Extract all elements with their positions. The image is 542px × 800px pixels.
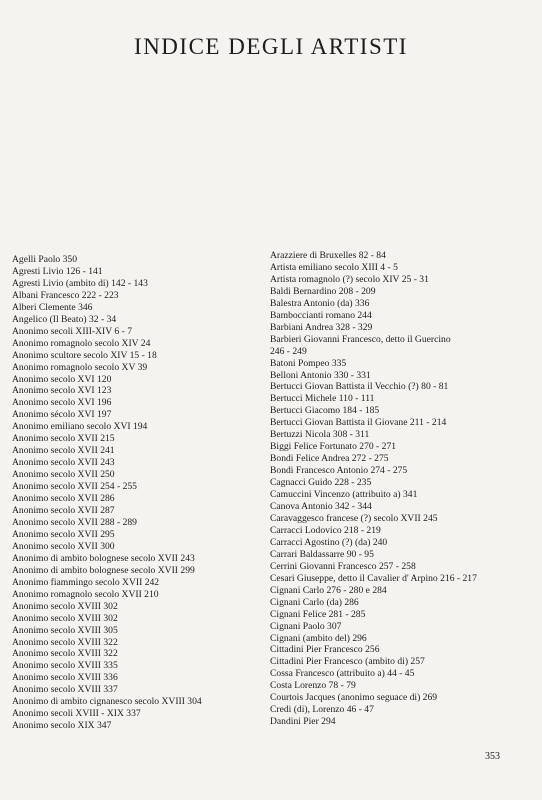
index-entry: Anonimo secolo XVIII 305: [12, 624, 118, 636]
index-entry: Anonimo fiammingo secolo XVII 242: [12, 576, 160, 588]
index-entry: Angelico (Il Beato) 32 - 34: [12, 313, 117, 325]
index-entry: Costa Lorenzo 78 - 79: [270, 680, 356, 692]
index-entry: 246 - 249: [270, 345, 307, 357]
index-entry: Cittadini Pier Francesco (ambito di) 257: [270, 656, 425, 668]
index-entry: Dandini Pier 294: [270, 716, 336, 728]
index-entry: Cerrini Giovanni Francesco 257 - 258: [270, 560, 416, 572]
index-entry: Anonimo emiliano secolo XVI 194: [12, 421, 148, 433]
index-entry: Balestra Antonio (da) 336: [270, 297, 370, 309]
index-entry: Bondi Felice Andrea 272 - 275: [270, 453, 389, 465]
index-entry: Anonimo secolo XVIII 336: [12, 672, 118, 684]
index-entry: Cossa Francesco (attribuito a) 44 - 45: [270, 668, 415, 680]
index-entry: Anonimo di ambito bolognese secolo XVII 299: [12, 564, 195, 576]
index-entry: Anonimo secolo XVII 241: [12, 445, 115, 457]
index-entry: Anonimo secolo XVIII 335: [12, 660, 118, 672]
index-entry: Bondi Francesco Antonio 274 - 275: [270, 465, 408, 477]
index-entry: Anonimo secolo XVII 286: [12, 493, 115, 505]
page-title: INDICE DEGLI ARTISTI: [134, 34, 408, 59]
index-column-left: [12, 254, 262, 732]
index-entry: Canova Antonio 342 - 344: [270, 501, 372, 513]
index-entry: Anonimo secolo XVII 254 - 255: [12, 481, 137, 493]
index-entry: Bertucci Giovan Battista il Giovane 211 - 214: [270, 417, 447, 429]
index-entry: Carracci Lodovico 218 - 219: [270, 524, 381, 536]
index-entry: Anonimo secolo XVI 123: [12, 385, 112, 397]
index-entry: Cesari Giuseppe, detto il Cavalier d' Arpino 216 - 217: [270, 572, 477, 584]
index-entry: Alberi Clemente 346: [12, 301, 93, 313]
index-entry: Anonimo romagnolo secolo XV 39: [12, 361, 148, 373]
index-entry: Bamboccianti romano 244: [270, 309, 372, 321]
index-entry: Anonimo secolo XVIII 337: [12, 684, 118, 696]
index-entry: Anonimo scultore secolo XIV 15 - 18: [12, 349, 157, 361]
index-entry: Anonimo secolo XVIII 322: [12, 636, 118, 648]
index-entry: Anonimo di ambito cignanesco secolo XVIII 304: [12, 696, 202, 708]
index-entry: Anonimo secolo XIX 347: [12, 720, 112, 732]
index-entry: Belloni Antonio 330 - 331: [270, 369, 371, 381]
index-entry: Anonimo secolo XVI 120: [12, 373, 112, 385]
index-entry: Anonimo secolo XVII 295: [12, 528, 115, 540]
index-entry: Courtois Jacques (anonimo seguace di) 269: [270, 692, 438, 704]
index-entry: Cagnacci Guido 228 - 235: [270, 477, 372, 489]
index-entry: Cignani Carlo (da) 286: [270, 596, 359, 608]
page-number: 353: [485, 751, 500, 762]
index-entry: Anonimo secolo XVII 215: [12, 433, 115, 445]
index-entry: Anonimo secolo XVIII 302: [12, 600, 118, 612]
index-entry: Bertucci Michele 110 - 111: [270, 393, 375, 405]
index-entry: Cignani Felice 281 - 285: [270, 608, 366, 620]
index-entry: Anonimo di ambito bolognese secolo XVII 243: [12, 552, 195, 564]
index-entry: Anonimo secoli XVIII - XIX 337: [12, 708, 141, 720]
index-entry: Barbieri Giovanni Francesco, detto il Guercino: [270, 333, 451, 345]
index-entry: Carrari Baldassarre 90 - 95: [270, 548, 374, 560]
index-entry: Anonimo secolo XVIII 302: [12, 612, 118, 624]
index-entry: Agresti Livio 126 - 141: [12, 265, 103, 277]
index-entry: Anonimo secolo XVII 250: [12, 469, 115, 481]
index-entry: Baldi Bernardino 208 - 209: [270, 285, 376, 297]
index-entry: Credi (di), Lorenzo 46 - 47: [270, 704, 374, 716]
index-entry: Cignani Carlo 276 - 280 e 284: [270, 584, 387, 596]
index-entry: Anonimo secolo XVII 287: [12, 505, 115, 517]
index-entry: Caravaggesco francese (?) secolo XVII 245: [270, 512, 438, 524]
index-entry: Bertuzzi Nicola 308 - 311: [270, 429, 370, 441]
index-entry: Carracci Agostino (?) (da) 240: [270, 536, 388, 548]
index-entry: Artista emiliano secolo XIII 4 - 5: [270, 261, 398, 273]
index-entry: Anonimo secoli XIII-XIV 6 - 7: [12, 325, 132, 337]
index-entry: Anonimo secolo XVII 243: [12, 457, 115, 469]
index-entry: Bertucci Giovan Battista il Vecchio (?) 80 - 81: [270, 381, 449, 393]
index-entry: Cignani Paolo 307: [270, 620, 342, 632]
index-entry: Anonimo secolo XVII 300: [12, 540, 115, 552]
index-entry: Camuccini Vincenzo (attribuito a) 341: [270, 489, 418, 501]
index-entry: Bertucci Giacomo 184 - 185: [270, 405, 380, 417]
index-entry: Biggi Felice Fortunato 270 - 271: [270, 441, 397, 453]
index-entry: Agresti Livio (ambito di) 142 - 143: [12, 277, 148, 289]
index-entry: Cignani (ambito del) 296: [270, 632, 367, 644]
index-entry: Anonimo romagnolo secolo XIV 24: [12, 337, 151, 349]
index-entry: Anonimo secolo XVIII 322: [12, 648, 118, 660]
index-entry: Anonimo sécolo XVI 197: [12, 409, 112, 421]
index-entry: Anonimo secolo XVI 196: [12, 397, 112, 409]
index-column-right: [270, 250, 535, 728]
index-entry: Agelli Paolo 350: [12, 254, 78, 265]
index-entry: Albani Francesco 222 - 223: [12, 289, 119, 301]
index-entry: Barbiani Andrea 328 - 329: [270, 321, 373, 333]
index-entry: Batoni Pompeo 335: [270, 357, 347, 369]
index-entry: Anonimo romagnolo secolo XVII 210: [12, 588, 159, 600]
index-entry: Arazziere di Bruxelles 82 - 84: [270, 250, 386, 261]
index-entry: Anonimo secolo XVII 288 - 289: [12, 516, 137, 528]
index-entry: Artista romagnolo (?) secolo XIV 25 - 31: [270, 273, 429, 285]
index-entry: Cittadini Pier Francesco 256: [270, 644, 380, 656]
